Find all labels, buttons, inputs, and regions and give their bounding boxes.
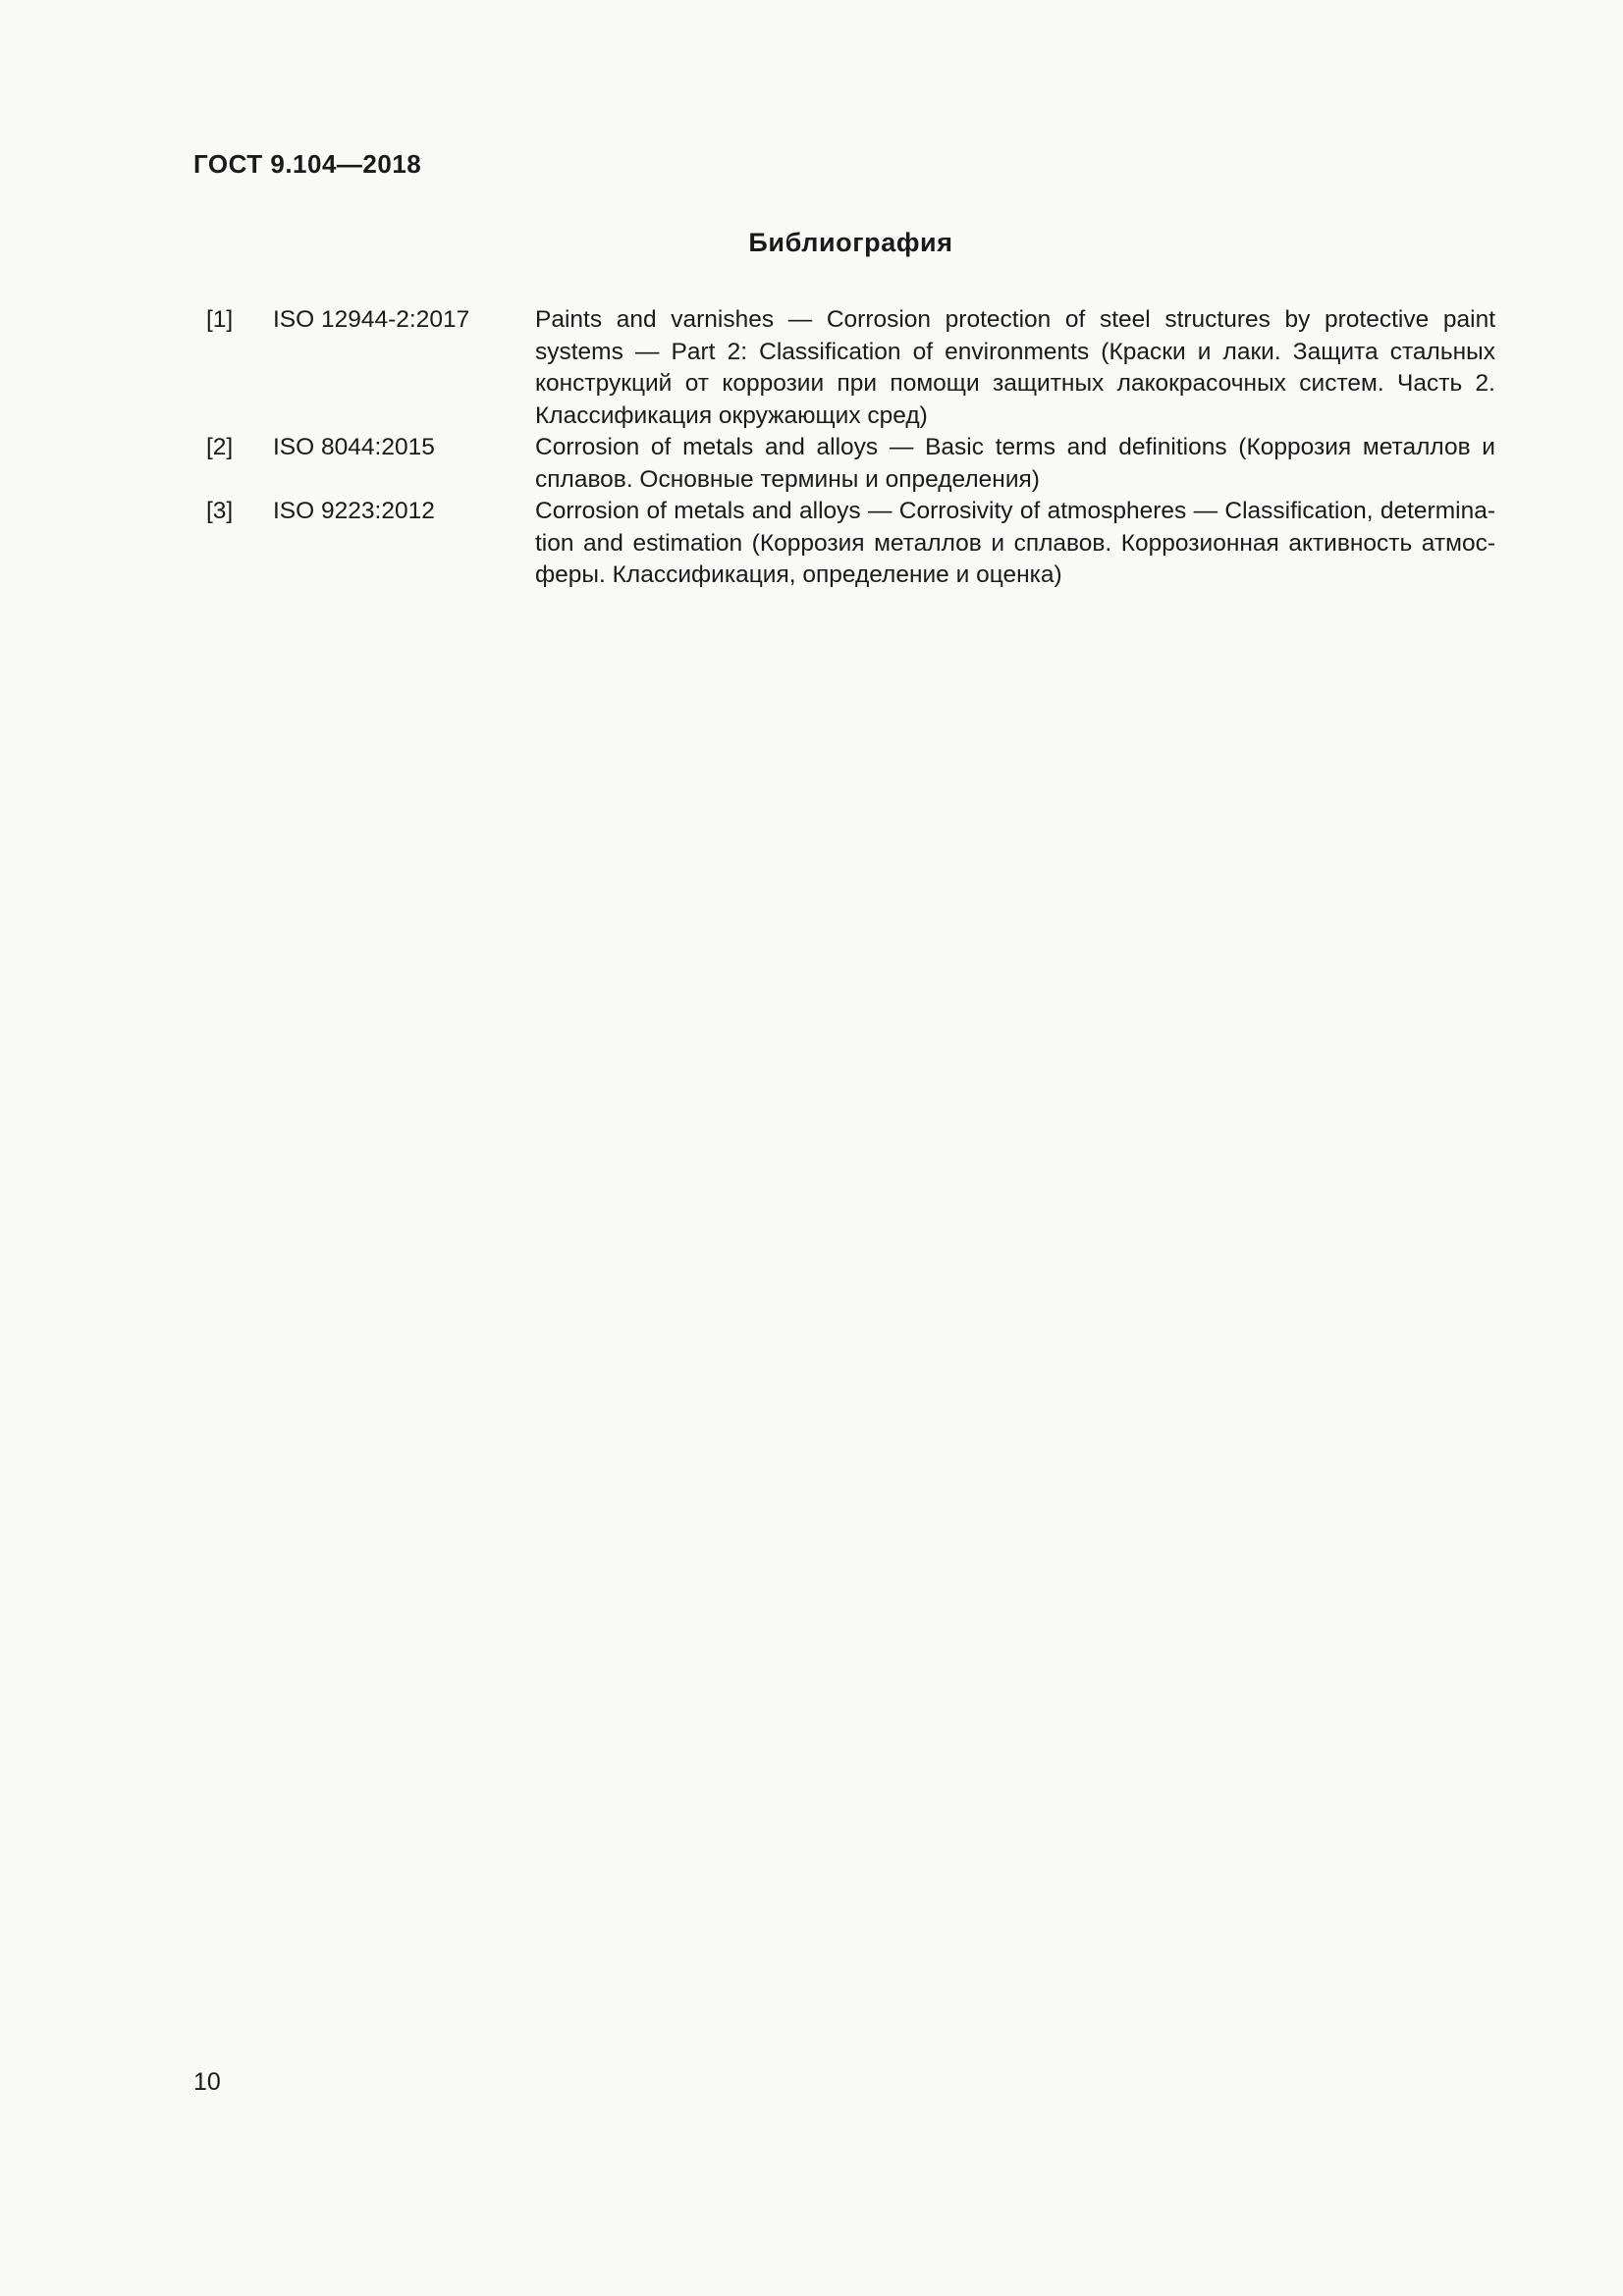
entry-code: ISO 9223:2012 xyxy=(273,498,435,524)
bibliography-entry xyxy=(206,304,1495,432)
document-header: ГОСТ 9.104—2018 xyxy=(193,149,422,179)
entry-description: Corrosion of metals and alloys — Basic terms and definitions (Коррозия металлов и сплавов. Основные термины и определения) xyxy=(535,434,1495,493)
entry-number: [1] xyxy=(206,306,234,333)
bibliography-entry xyxy=(206,432,1495,496)
bibliography-list xyxy=(206,304,1495,592)
entry-number: [3] xyxy=(206,498,234,524)
entry-description: Corrosion of metals and alloys — Corrosivity of atmospheres — Classification, determination and estimation (Коррозия металлов и сплавов. Коррозионная активность атмосферы. Классификация, определение и оценка) xyxy=(535,498,1495,588)
entry-code: ISO 12944-2:2017 xyxy=(273,306,470,333)
entry-number: [2] xyxy=(206,434,234,460)
entry-description: Paints and varnishes — Corrosion protection of steel structures by protective paint systems — Part 2: Classification of environments (Краски и лаки. Защита стальных конструкций от коррозии при помощи защитных лакокрасочных систем. Часть 2. Классификация окружающих сред) xyxy=(535,306,1495,429)
section-title: Библиография xyxy=(748,228,953,257)
bibliography-entry xyxy=(206,496,1495,592)
entry-code: ISO 8044:2015 xyxy=(273,434,435,460)
page-number: 10 xyxy=(193,2068,221,2096)
